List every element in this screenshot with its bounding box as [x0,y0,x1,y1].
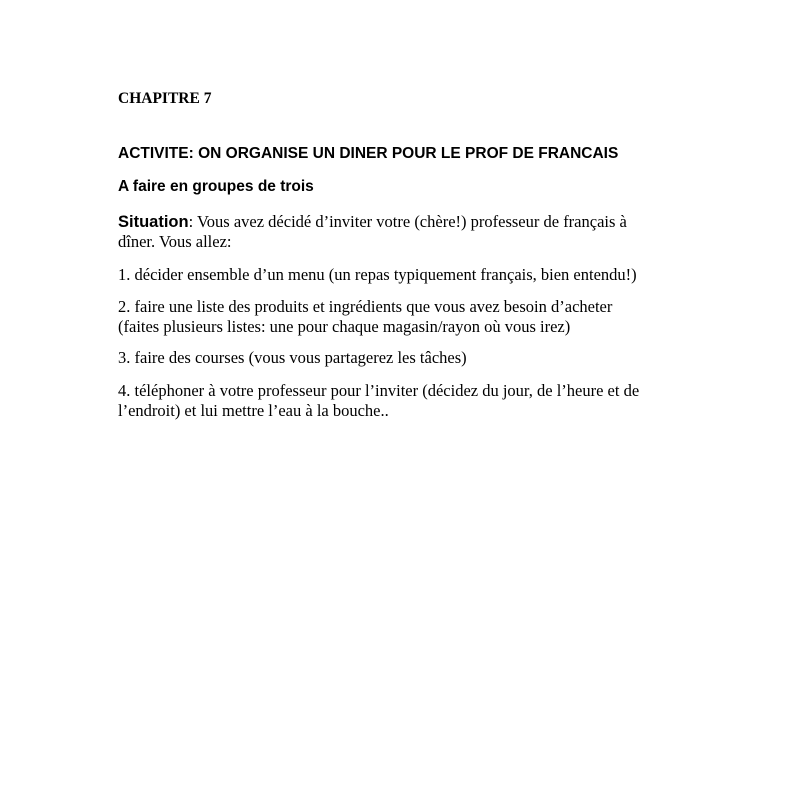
task-item-2 [118,297,698,337]
situation-line-1 [118,212,698,232]
situation-paragraph [118,212,698,252]
situation-line-2: dîner. Vous allez: [118,232,232,251]
situation-label: Situation [118,213,189,231]
activity-title: ACTIVITE: ON ORGANISE UN DINER POUR LE PROF DE FRANCAIS [118,145,619,162]
task-item-4-line-2: l’endroit) et lui mettre l’eau à la bouche.. [118,401,389,420]
task-item-4 [118,381,698,421]
task-item-4-line-1: 4. téléphoner à votre professeur pour l’inviter (décidez du jour, de l’heure et de [118,381,640,400]
situation-text: : Vous avez décidé d’inviter votre (chère!) professeur de français à [188,212,627,231]
task-item-2-line-1: 2. faire une liste des produits et ingrédients que vous avez besoin d’acheter [118,297,613,316]
chapter-heading: CHAPITRE 7 [118,90,212,107]
task-item-3 [118,348,698,368]
task-item-1-line-1: 1. décider ensemble d’un menu (un repas typiquement français, bien entendu!) [118,265,637,284]
group-instruction: A faire en groupes de trois [118,178,314,195]
task-item-1 [118,265,698,285]
task-item-2-line-2: (faites plusieurs listes: une pour chaque magasin/rayon où vous irez) [118,317,571,336]
task-item-3-line-1: 3. faire des courses (vous vous partagerez les tâches) [118,348,467,367]
